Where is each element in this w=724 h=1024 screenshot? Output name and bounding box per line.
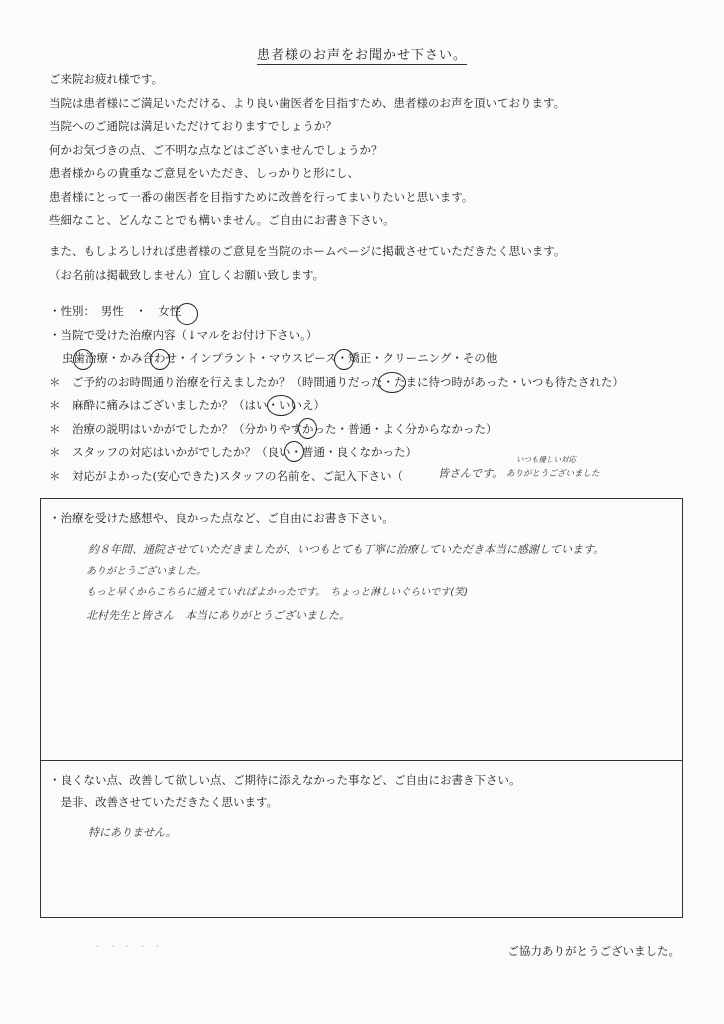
intro-text xyxy=(49,68,689,233)
staff-name-answer-note: ありがとうございました xyxy=(506,469,600,479)
improvement-answer: 特にありません。 xyxy=(88,826,177,839)
impressions-answer-line: 北村先生と皆さん 本当にありがとうございました。 xyxy=(86,609,350,622)
staff-name-question: ＊ 対応がよかった(安心できた)スタッフの名前を、ご記入下さい（ xyxy=(49,468,403,483)
gender-question: ・性別： 男性 ・ 女性 xyxy=(49,304,182,318)
answer-circle-female xyxy=(176,303,198,325)
answer-circle-on-time xyxy=(378,372,406,393)
impressions-answer-line: もっと早くからこちらに通えていればよかったです。 ちょっと淋しいぐらいです(笑) xyxy=(86,587,469,598)
answer-circle-caries xyxy=(73,349,93,370)
publish-line: また、もしよろしければ患者様のご意見を当院のホームページに掲載させていただきたく思います。 xyxy=(49,244,566,258)
intro-line: 患者様にとって一番の歯医者を目指すために改善を行ってまいりたいと思います。 xyxy=(49,189,474,204)
intro-line: 当院へのご通院は満足いただけておりますでしょうか？ xyxy=(49,119,337,133)
impressions-heading: ・治療を受けた感想や、良かった点など、ご自由にお書き下さい。 xyxy=(49,511,394,525)
impressions-answer-line: ありがとうございました。 xyxy=(86,566,206,577)
improvement-heading-line: 是非、改善させていただきたく思います。 xyxy=(49,795,279,809)
page-title: 患者様のお声をお聞かせ下さい。 xyxy=(256,48,467,63)
answer-circle-mouthpiece xyxy=(334,349,354,370)
treatment-question: ・当院で受けた治療内容（↓マルをお付け下さい。） xyxy=(49,327,318,342)
time-question: ＊ ご予約のお時間通り治療を行えましたか？（時間通りだった・たまに待つ時があった・いつも待たされた） xyxy=(49,374,624,389)
staff-question: ＊ スタッフの対応はいかがでしたか？（良い・普通・良くなかった） xyxy=(49,445,417,459)
impressions-answer-line: 約８年間、通院させていただきましたが、いつもとても丁寧に治療していただき本当に感謝しています。 xyxy=(88,543,605,556)
intro-line: 当院は患者様にご満足いただける、より良い歯医者を目指すため、患者様のお声を頂いております。 xyxy=(49,95,566,110)
staff-name-answer-note-top: いつも優しい対応 xyxy=(516,455,576,464)
answer-circle-no xyxy=(267,395,295,416)
answer-circle-good xyxy=(284,441,304,462)
intro-line: 患者様からの貴重なご意見をいただき、しっかりと形にし、 xyxy=(49,166,360,180)
publish-line: （お名前は掲載致しません）宜しくお願い致します。 xyxy=(49,267,325,282)
intro-line: 些細なこと、どんなことでも構いません。ご自由にお書き下さい。 xyxy=(49,213,395,227)
intro-line: 何かお気づきの点、ご不明な点などはございませんでしょうか？ xyxy=(49,142,383,157)
intro-line: ご来院お疲れ様です。 xyxy=(49,72,164,86)
publish-notice xyxy=(49,240,565,287)
improvement-heading-line: ・良くない点、改善して欲しい点、ご期待に添えなかった事など、ご自由にお書き下さい。 xyxy=(49,773,521,787)
bleed-through-mark: ・・・・・ xyxy=(92,940,167,953)
staff-name-answer: 皆さんです。 xyxy=(438,467,504,480)
closing-message: ご協力ありがとうございました。 xyxy=(507,944,680,958)
answer-circle-easy xyxy=(298,418,317,439)
anesthesia-question: ＊ 麻酔に痛みはございましたか？（はい・いいえ） xyxy=(49,398,325,412)
treatment-options: 虫歯治療・かみ合わせ・インプラント・マウスピース・矯正・クリーニング・その他 xyxy=(62,351,498,365)
explanation-question: ＊ 治療の説明はいかがでしたか？（分かりやすかった・普通・よく分からなかった） xyxy=(49,421,498,436)
answer-circle-bite xyxy=(150,349,170,370)
improvement-heading xyxy=(49,769,521,813)
impressions-box xyxy=(40,498,683,761)
